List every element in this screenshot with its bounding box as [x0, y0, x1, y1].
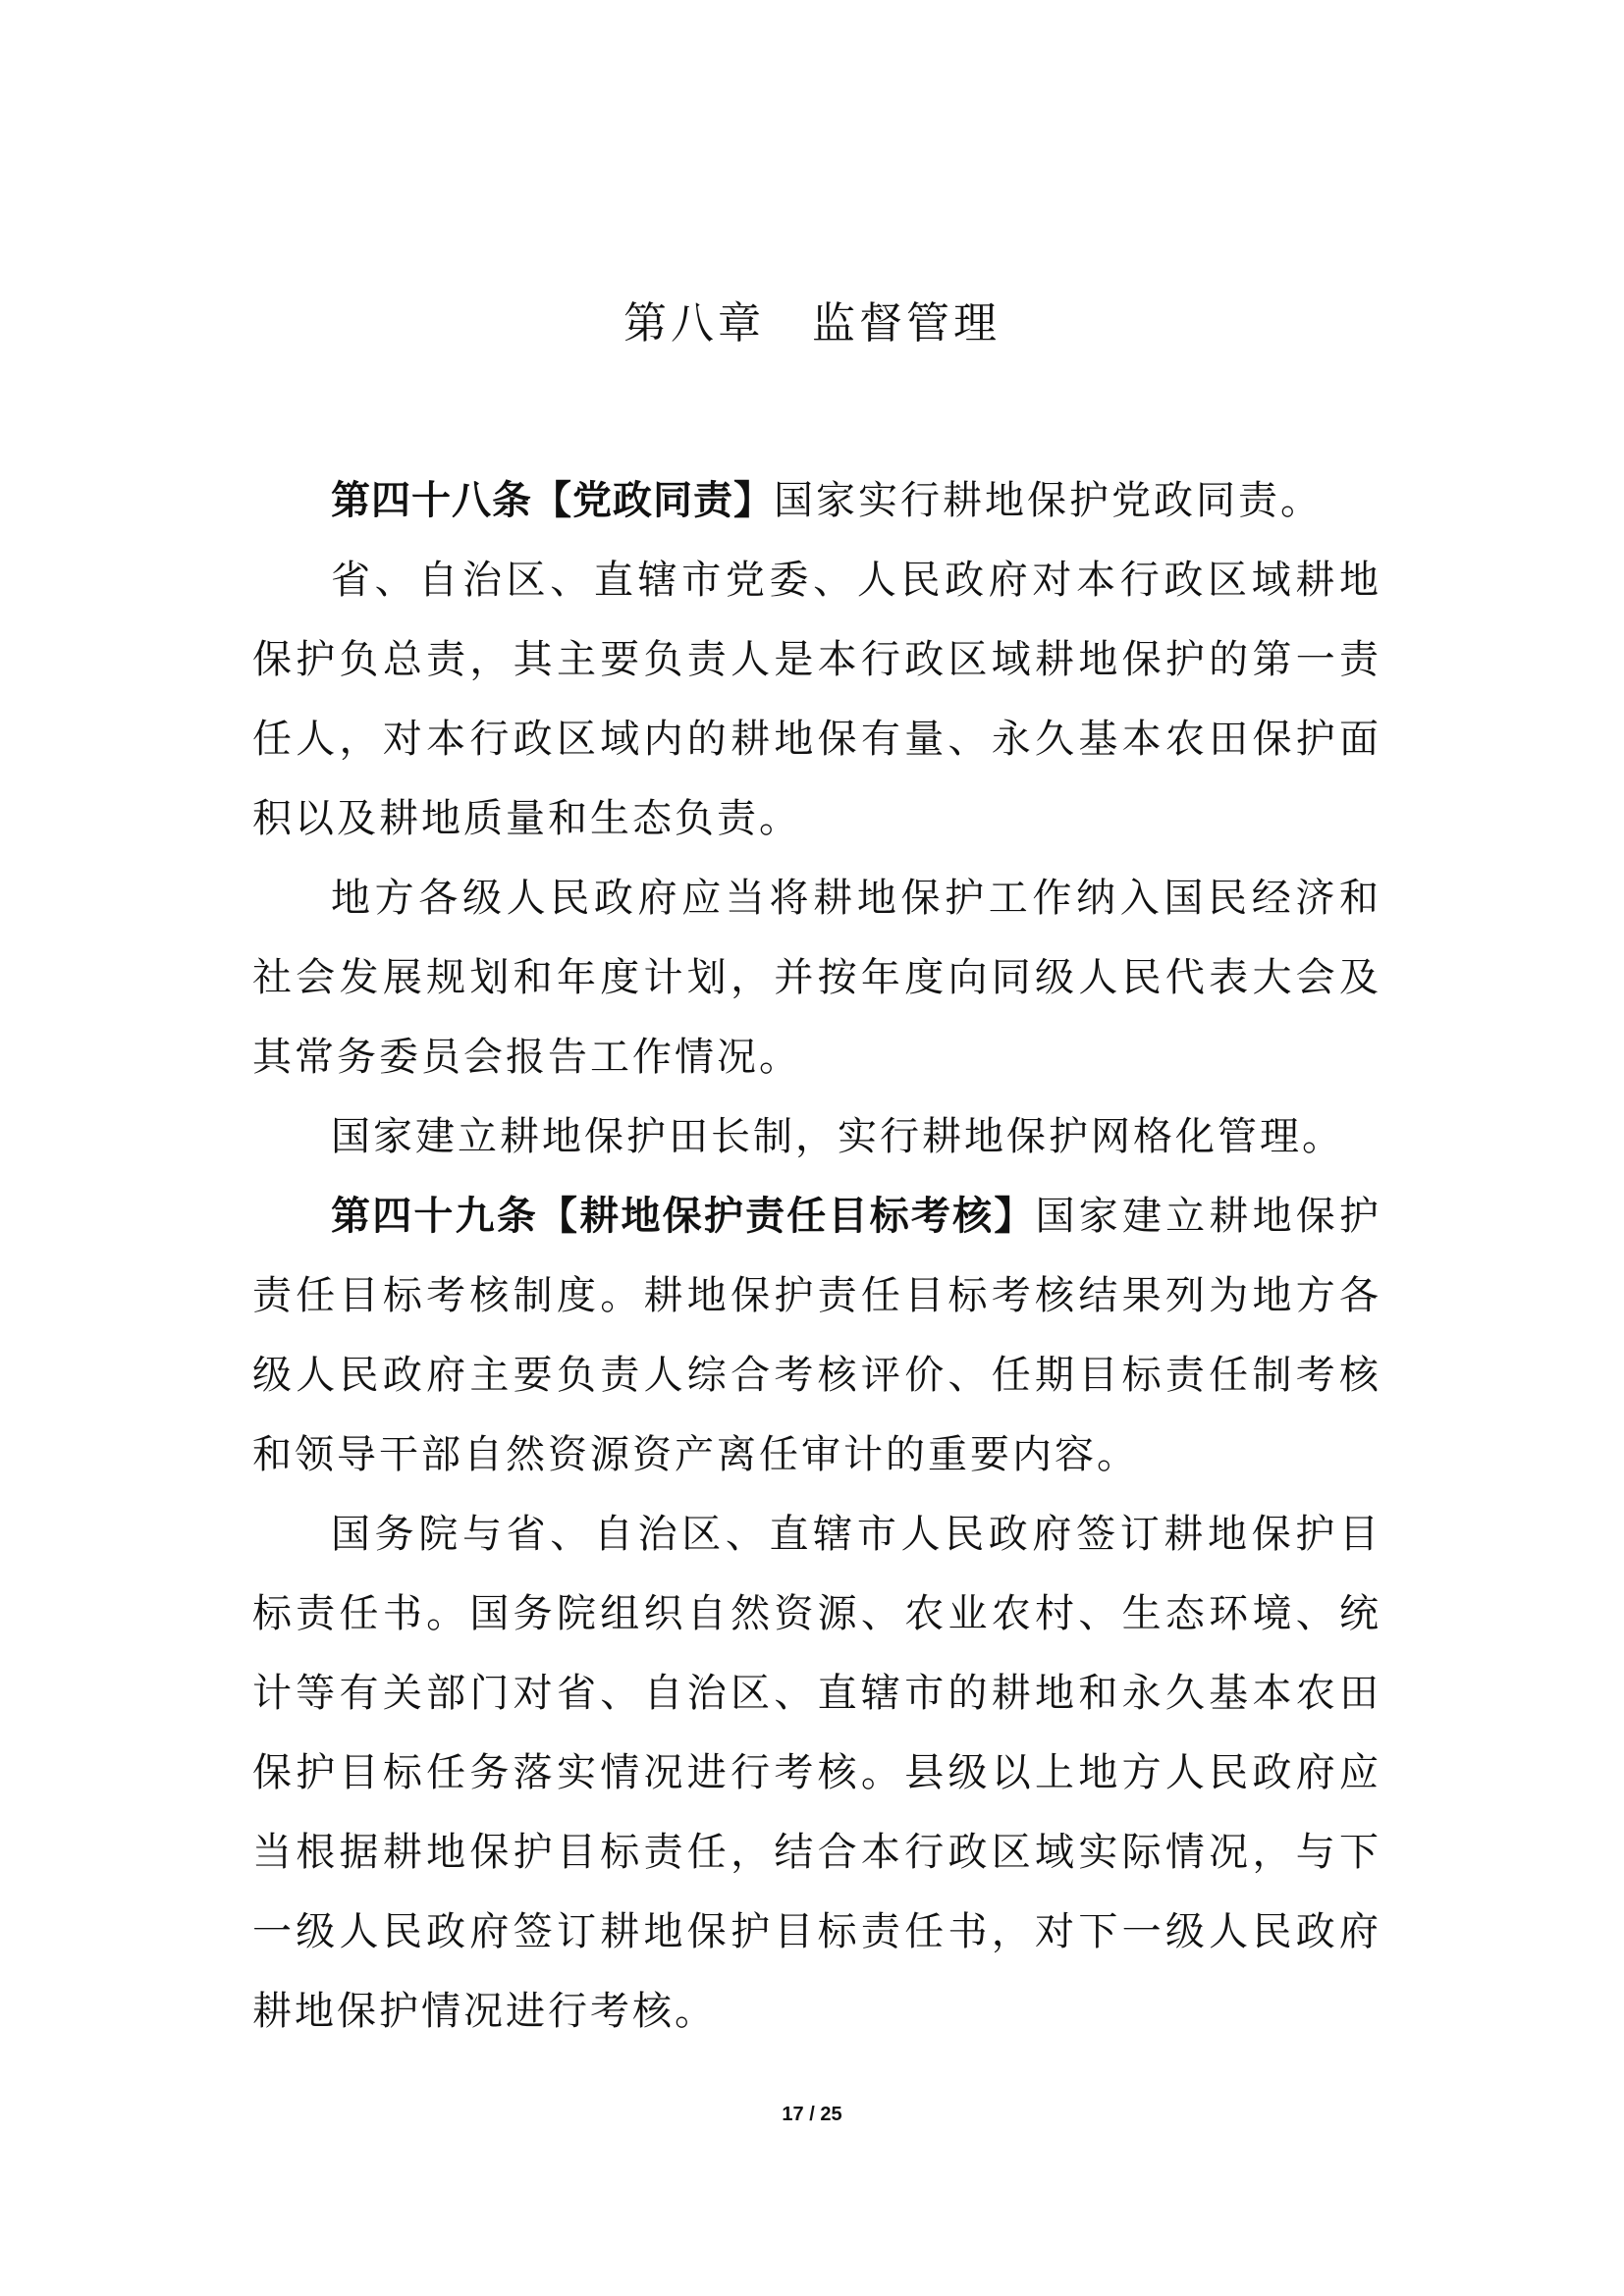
article-49-paragraph [252, 1177, 1381, 1495]
paragraph-text: 省、自治区、直辖市党委、人民政府对本行政区域耕地保护负总责，其主要负责人是本行政区域耕地保护的第一责任人，对本行政区域内的耕地保有量、永久基本农田保护面积以及耕地质量和生态负责。 [252, 558, 1381, 841]
chapter-title: 第八章 监督管理 [623, 298, 1001, 348]
body-paragraph [252, 859, 1381, 1097]
paragraph-text: 地方各级人民政府应当将耕地保护工作纳入国民经济和社会发展规划和年度计划，并按年度向同级人民代表大会及其常务委员会报告工作情况。 [252, 876, 1381, 1080]
article-48-text: 国家实行耕地保护党政同责。 [774, 478, 1323, 523]
document-body [252, 461, 1381, 2052]
article-48-heading: 第四十八条【党政同责】 [331, 478, 774, 523]
body-paragraph [252, 1097, 1381, 1177]
article-49-heading: 第四十九条【耕地保护责任目标考核】 [331, 1194, 1036, 1239]
body-paragraph [252, 541, 1381, 859]
article-49-text: 国家建立耕地保护责任目标考核制度。耕地保护责任目标考核结果列为地方各级人民政府主要负责人综合考核评价、任期目标责任制考核和领导干部自然资源资产离任审计的重要内容。 [252, 1194, 1382, 1477]
body-paragraph [252, 1495, 1381, 2052]
paragraph-text: 国家建立耕地保护田长制，实行耕地保护网格化管理。 [331, 1114, 1344, 1159]
article-48-paragraph [252, 461, 1381, 541]
paragraph-text: 国务院与省、自治区、直辖市人民政府签订耕地保护目标责任书。国务院组织自然资源、农业农村、生态环境、统计等有关部门对省、自治区、直辖市的耕地和永久基本农田保护目标任务落实情况进行考核。县级以上地方人民政府应当根据耕地保护目标责任，结合本行政区域实际情况，与下一级人民政府签订耕地保护目标责任书，对下一级人民政府耕地保护情况进行考核。 [252, 1512, 1381, 2034]
page-number: 17 / 25 [782, 2104, 842, 2125]
